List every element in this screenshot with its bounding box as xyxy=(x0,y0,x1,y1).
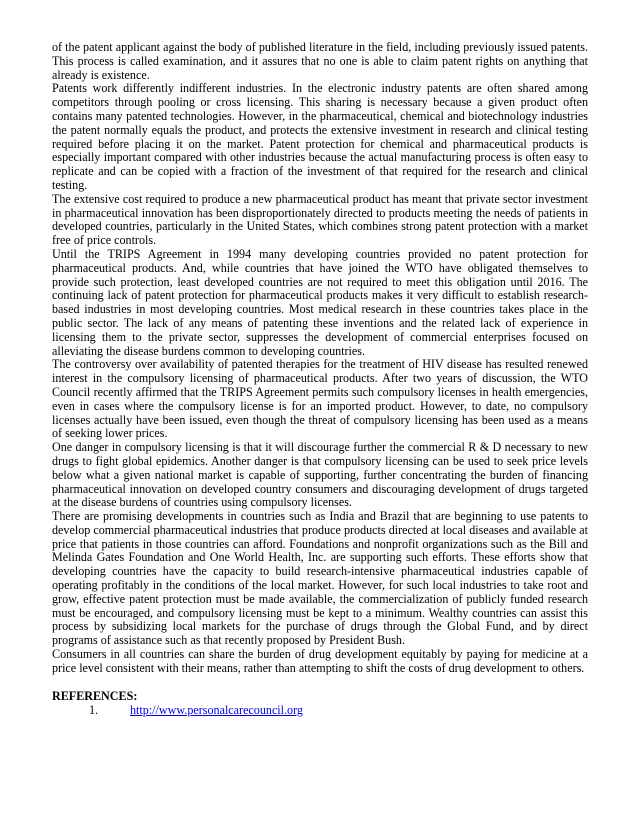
references-heading: REFERENCES: xyxy=(52,688,138,703)
reference-item xyxy=(52,704,588,718)
body-paragraph-4: Until the TRIPS Agreement in 1994 many developing countries provided no patent protection for pharmaceutical products. And, while countries that have joined the WTO have obligated themselves to provide such protection, least developed countries are not required to meet this obligation until 2016. The continuing lack of patent protection for pharmaceutical products makes it very difficult to establish research-based industries in most developing countries. Most medical research in these countries takes place in the public sector. The lack of any means of patenting these inventions and the related lack of experience in licensing them to the private sector, suppresses the development of commercial enterprises focused on alleviating the disease burdens common to developing countries. xyxy=(52,246,588,358)
body-paragraph-1: of the patent applicant against the body of published literature in the field, including previously issued patents. This process is called examination, and it assures that no one is able to claim patent rights on anything that already is existence. xyxy=(52,40,588,82)
body-paragraph-3: The extensive cost required to produce a new pharmaceutical product has meant that private sector investment in pharmaceutical innovation has been disproportionately directed to products meeting the needs of patients in developed countries, particularly in the United States, which combines strong patent protection with a market free of price controls. xyxy=(52,191,588,248)
reference-link[interactable]: http://www.personalcarecouncil.org xyxy=(130,703,303,718)
body-paragraph-6: One danger in compulsory licensing is that it will discourage further the commercial R & D necessary to new drugs to fight global epidemics. Another danger is that compulsory licensing can be used to seek price levels below what a given national market is capable of supporting, further concentrating the burden of financing pharmaceutical innovation on developed country consumers and discouraging development of drugs targeted at the disease burdens of countries using compulsory licenses. xyxy=(52,440,588,510)
body-paragraph-8: Consumers in all countries can share the burden of drug development equitably by paying for medicine at a price level consistent with their means, rather than attempting to shift the costs of drug development to others. xyxy=(52,647,588,675)
body-paragraph-2: Patents work differently indifferent industries. In the electronic industry patents are often shared among competitors through pooling or cross licensing. This sharing is necessary because a given product often contains many patented technologies. However, in the pharmaceutical, chemical and biotechnology industries the patent normally equals the product, and protects the extensive investment in research and clinical testing required before placing it on the market. Patent protection for chemical and pharmaceutical products is especially important compared with other industries because the actual manufacturing process is often easy to replicate and can be copied with a fraction of the investment of that required for the research and clinical testing. xyxy=(52,81,588,192)
reference-number: 1. xyxy=(89,703,99,718)
body-paragraph-7: There are promising developments in countries such as India and Brazil that are beginning to use patents to develop commercial pharmaceutical industries that produce products directed at local diseases and available at price that patients in those countries can afford. Foundations and nonprofit organizations such as the Bill and Melinda Gates Foundation and One World Health, Inc. are supporting such efforts. These efforts show that developing countries have the capacity to build research-intensive pharmaceutical industries capable of operating profitably in the conditions of the local market. However, for such local industries to take root and grow, effective patent protection must be made available, the commercialization of publicly funded research must be encouraged, and compulsory licensing must be kept to a minimum. Wealthy countries can assist this process by subsidizing local markets for the purchase of drugs through the Global Fund, and by direct programs of assistance such as that recently proposed by President Bush. xyxy=(52,509,588,648)
document-page xyxy=(52,41,588,718)
body-paragraph-5: The controversy over availability of patented therapies for the treatment of HIV disease has resulted renewed interest in the compulsory licensing of pharmaceutical products. After two years of discussion, the WTO Council recently affirmed that the TRIPS Agreement permits such compulsory licenses in health emergencies, even in cases where the compulsory license is for an imported product. However, to date, no compulsory licenses actually have been issued, even though the threat of compulsory licensing has been used as a means of seeking lower prices. xyxy=(52,357,588,441)
